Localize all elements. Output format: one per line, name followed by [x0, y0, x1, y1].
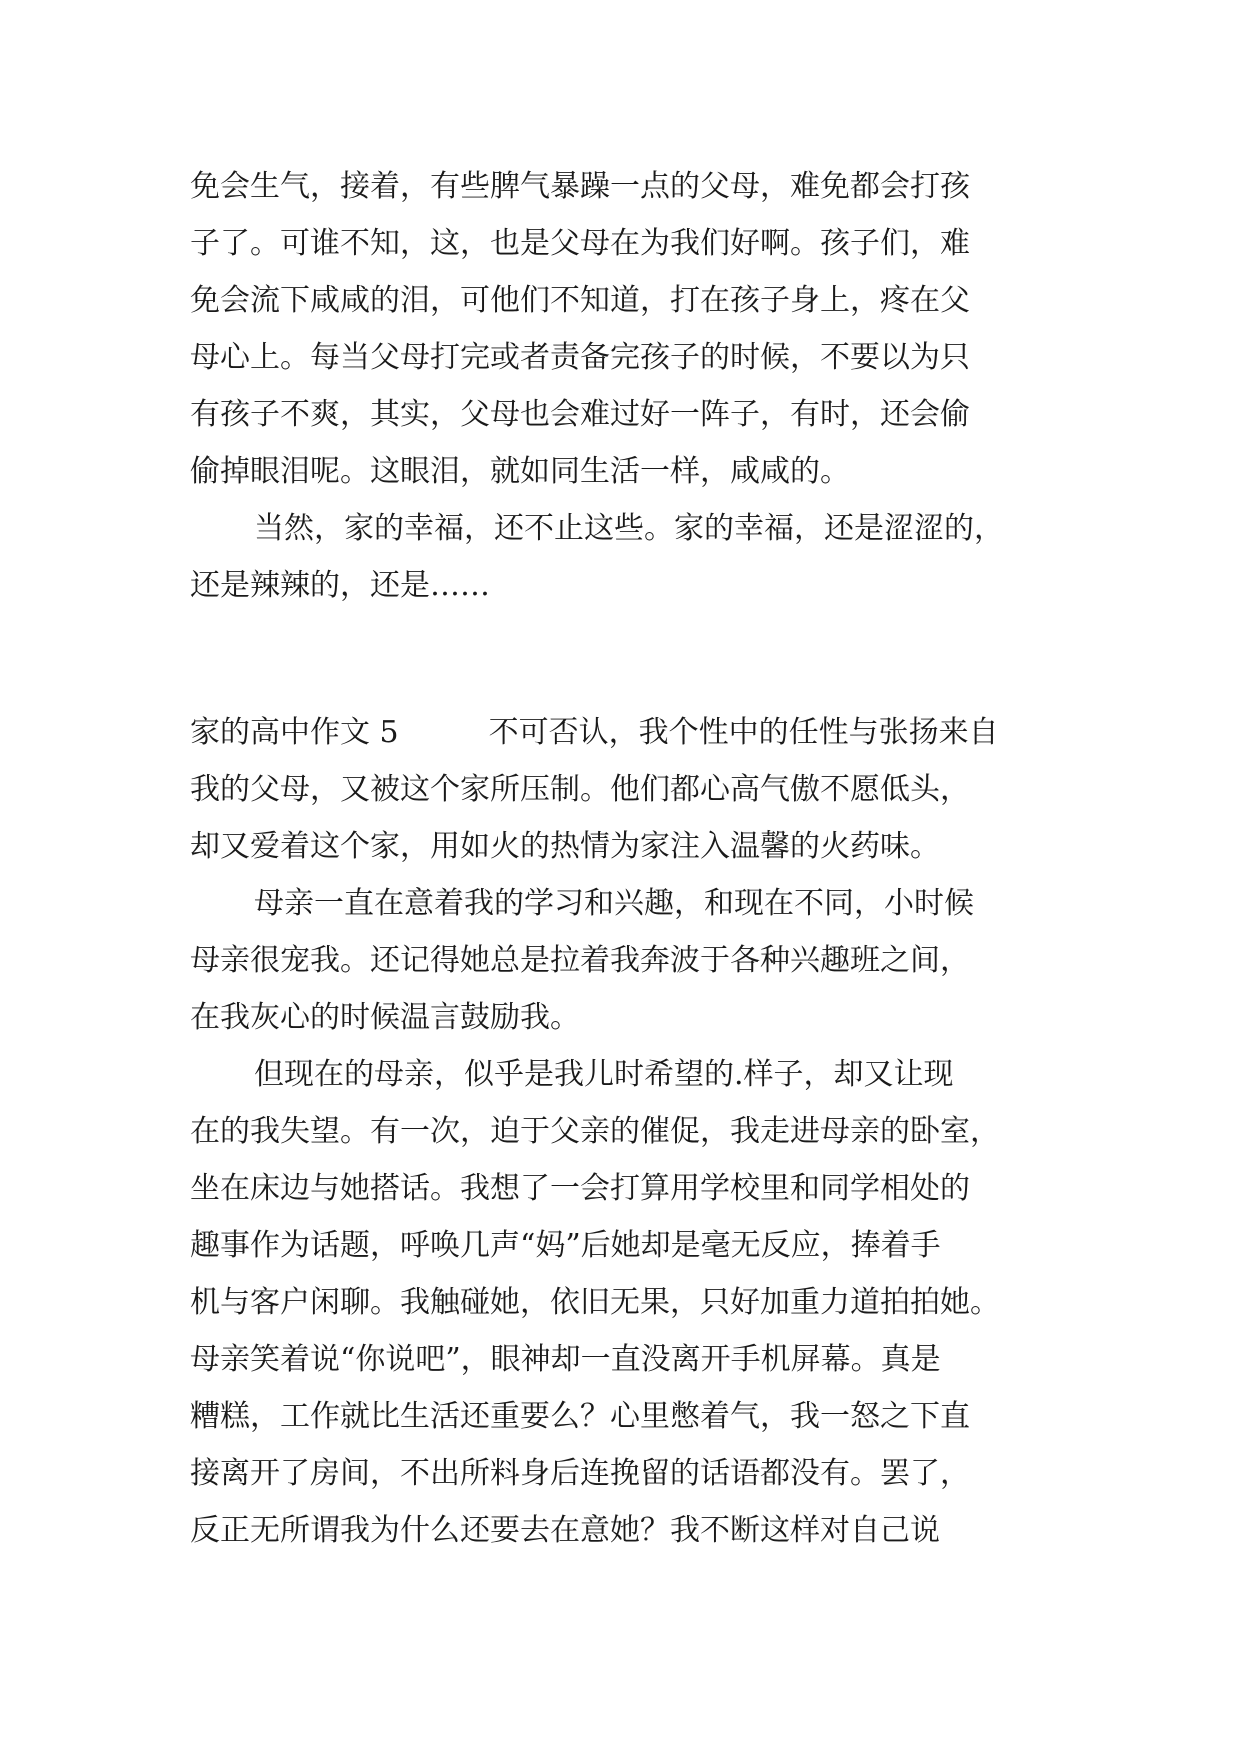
text-line: 当然，家的幸福，还不止这些。家的幸福，还是涩涩的，: [254, 511, 1004, 546]
text-line: 母亲笑着说“你说吧”，眼神却一直没离开手机屏幕。真是: [190, 1342, 941, 1377]
text-line: 有孩子不爽，其实，父母也会难过好一阵子，有时，还会偷: [190, 397, 970, 432]
text-line: 子了。可谁不知，这，也是父母在为我们好啊。孩子们，难: [190, 226, 970, 261]
text-line: 我的父母，又被这个家所压制。他们都心高气傲不愿低头，: [190, 772, 970, 807]
text-line: 在我灰心的时候温言鼓励我。: [190, 1000, 580, 1035]
essay-5: [190, 704, 1050, 1559]
text-line: 在的我失望。有一次，迫于父亲的催促，我走进母亲的卧室，: [190, 1114, 1000, 1149]
text-line: 但现在的母亲，似乎是我儿时希望的.样子，却又让现: [254, 1057, 954, 1092]
text-line: 糟糕，工作就比生活还重要么？心里憋着气，我一怒之下直: [190, 1399, 970, 1434]
text-line: 接离开了房间，不出所料身后连挽留的话语都没有。罢了，: [190, 1456, 970, 1491]
text-line: 却又爱着这个家，用如火的热情为家注入温馨的火药味。: [190, 829, 940, 864]
text-line: 反正无所谓我为什么还要去在意她？我不断这样对自己说: [190, 1513, 940, 1548]
text-line: 免会流下咸咸的泪，可他们不知道，打在孩子身上，疼在父: [190, 283, 970, 318]
text-line: 免会生气，接着，有些脾气暴躁一点的父母，难免都会打孩: [190, 169, 970, 204]
text-line: 偷掉眼泪呢。这眼泪，就如同生活一样，咸咸的。: [190, 454, 850, 489]
text-line: 还是辣辣的，还是……: [190, 568, 490, 603]
essay-title-line: [190, 704, 1050, 761]
text-line: 机与客户闲聊。我触碰她，依旧无果，只好加重力道拍拍她。: [190, 1285, 1000, 1320]
text-line: 母亲很宠我。还记得她总是拉着我奔波于各种兴趣班之间，: [190, 943, 970, 978]
essay-4-ending: [190, 158, 1050, 614]
text-line: 母亲一直在意着我的学习和兴趣，和现在不同，小时候: [254, 886, 974, 921]
text-line: 坐在床边与她搭话。我想了一会打算用学校里和同学相处的: [190, 1171, 970, 1206]
text-line: 母心上。每当父母打完或者责备完孩子的时候，不要以为只: [190, 340, 970, 375]
text-line: 趣事作为话题，呼唤几声“妈”后她却是毫无反应，捧着手: [190, 1228, 941, 1263]
essay-title: 家的高中作文 5: [190, 715, 399, 750]
text-line: 不可否认，我个性中的任性与张扬来自: [488, 715, 999, 750]
